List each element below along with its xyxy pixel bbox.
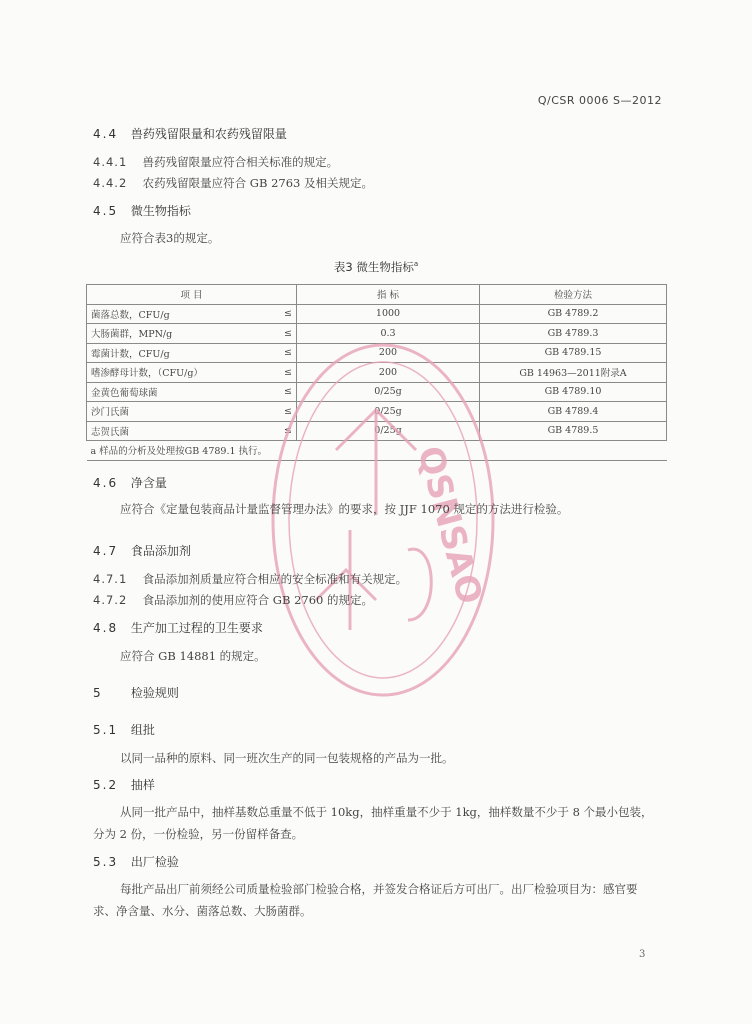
cell-index-value: 0.3 (297, 324, 480, 344)
stamp-text: QSNSAO (409, 441, 490, 609)
heading-5-3: 5.3 出厂检验 (93, 855, 179, 869)
cell-index-value: 1000 (297, 304, 480, 324)
cell-test-method: GB 14963—2011附录A (480, 363, 667, 383)
cell-item-name: 金黄色葡萄球菌 (87, 382, 281, 402)
cell-operator: ≤ (280, 324, 296, 344)
cell-operator: ≤ (280, 421, 296, 441)
cell-item-name: 沙门氏菌 (87, 402, 281, 422)
heading-5-2: 5.2 抽样 (93, 778, 155, 792)
paragraph-4-5: 应符合表3的规定。 (120, 231, 220, 245)
heading-5: 5 检验规则 (93, 686, 179, 700)
heading-5-1: 5.1 组批 (93, 723, 155, 737)
cell-test-method: GB 4789.15 (480, 343, 667, 363)
heading-4-6: 4.6 净含量 (93, 476, 167, 490)
clause-4-7-1: 4.7.1 食品添加剂质量应符合相应的安全标准和有关规定。 (93, 572, 408, 586)
heading-4-4: 4.4 兽药残留限量和农药残留限量 (93, 127, 287, 141)
cell-test-method: GB 4789.3 (480, 324, 667, 344)
heading-4-5: 4.5 微生物指标 (93, 204, 191, 218)
cell-index-value: 0/25g (297, 382, 480, 402)
cell-operator: ≤ (280, 343, 296, 363)
table-caption: 表3 微生物指标$^a$ (333, 260, 419, 274)
microbial-table (86, 284, 667, 461)
table-row (87, 324, 667, 344)
heading-4-7: 4.7 食品添加剂 (93, 544, 191, 558)
cell-operator: ≤ (280, 382, 296, 402)
cell-item-name: 菌落总数，CFU/g (87, 304, 281, 324)
cell-index-value: 0/25g (297, 421, 480, 441)
cell-test-method: GB 4789.2 (480, 304, 667, 324)
cell-item-name: 大肠菌群，MPN/g (87, 324, 281, 344)
header-item: 项 目 (87, 285, 297, 305)
paragraph-4-8: 应符合 GB 14881 的规定。 (120, 649, 266, 663)
cell-test-method: GB 4789.4 (480, 402, 667, 422)
paragraph-5-3: 每批产品出厂前须经公司质量检验部门检验合格，并签发合格证后方可出厂。出厂检验项目为：感官要求、净含量、水分、菌落总数、大肠菌群。 (93, 882, 638, 918)
standard-code: Q/CSR 0006 S—2012 (537, 94, 662, 107)
cell-item-name: 霉菌计数，CFU/g (87, 343, 281, 363)
header-index: 指 标 (297, 285, 480, 305)
header-method: 检验方法 (480, 285, 667, 305)
table-row (87, 421, 667, 441)
cell-item-name: 嗜渗酵母计数，（CFU/g） (87, 363, 281, 383)
table-note-row (87, 441, 667, 461)
cell-test-method: GB 4789.10 (480, 382, 667, 402)
table-row (87, 304, 667, 324)
cell-index-value: 200 (297, 363, 480, 383)
page-number: 3 (639, 949, 646, 960)
cell-test-method: GB 4789.5 (480, 421, 667, 441)
heading-4-8: 4.8 生产加工过程的卫生要求 (93, 621, 263, 635)
cell-operator: ≤ (280, 363, 296, 383)
cell-operator: ≤ (280, 304, 296, 324)
table-row (87, 363, 667, 383)
table-footnote: a 样品的分析及处理按GB 4789.1 执行。 (87, 441, 667, 461)
clause-4-4-2: 4.4.2 农药残留限量应符合 GB 2763 及相关规定。 (93, 176, 374, 190)
clause-4-4-1: 4.4.1 兽药残留限量应符合相关标准的规定。 (93, 155, 339, 169)
cell-index-value: 200 (297, 343, 480, 363)
clause-4-7-2: 4.7.2 食品添加剂的使用应符合 GB 2760 的规定。 (93, 593, 374, 607)
cell-index-value: 0/25g (297, 402, 480, 422)
paragraph-5-1: 以同一品种的原料、同一班次生产的同一包装规格的产品为一批。 (120, 751, 454, 765)
table-header-row (87, 285, 667, 305)
cell-item-name: 志贺氏菌 (87, 421, 281, 441)
paragraph-5-2: 从同一批产品中，抽样基数总重量不低于 10kg，抽样重量不少于 1kg，抽样数量不少于 8 个最小包装，分为 2 份，一份检验，另一份留样备查。 (93, 805, 653, 841)
paragraph-4-6: 应符合《定量包装商品计量监督管理办法》的要求，按 JJF 1070 规定的方法进行检验。 (120, 502, 569, 516)
table-row (87, 343, 667, 363)
table-row (87, 402, 667, 422)
table-row (87, 382, 667, 402)
cell-operator: ≤ (280, 402, 296, 422)
